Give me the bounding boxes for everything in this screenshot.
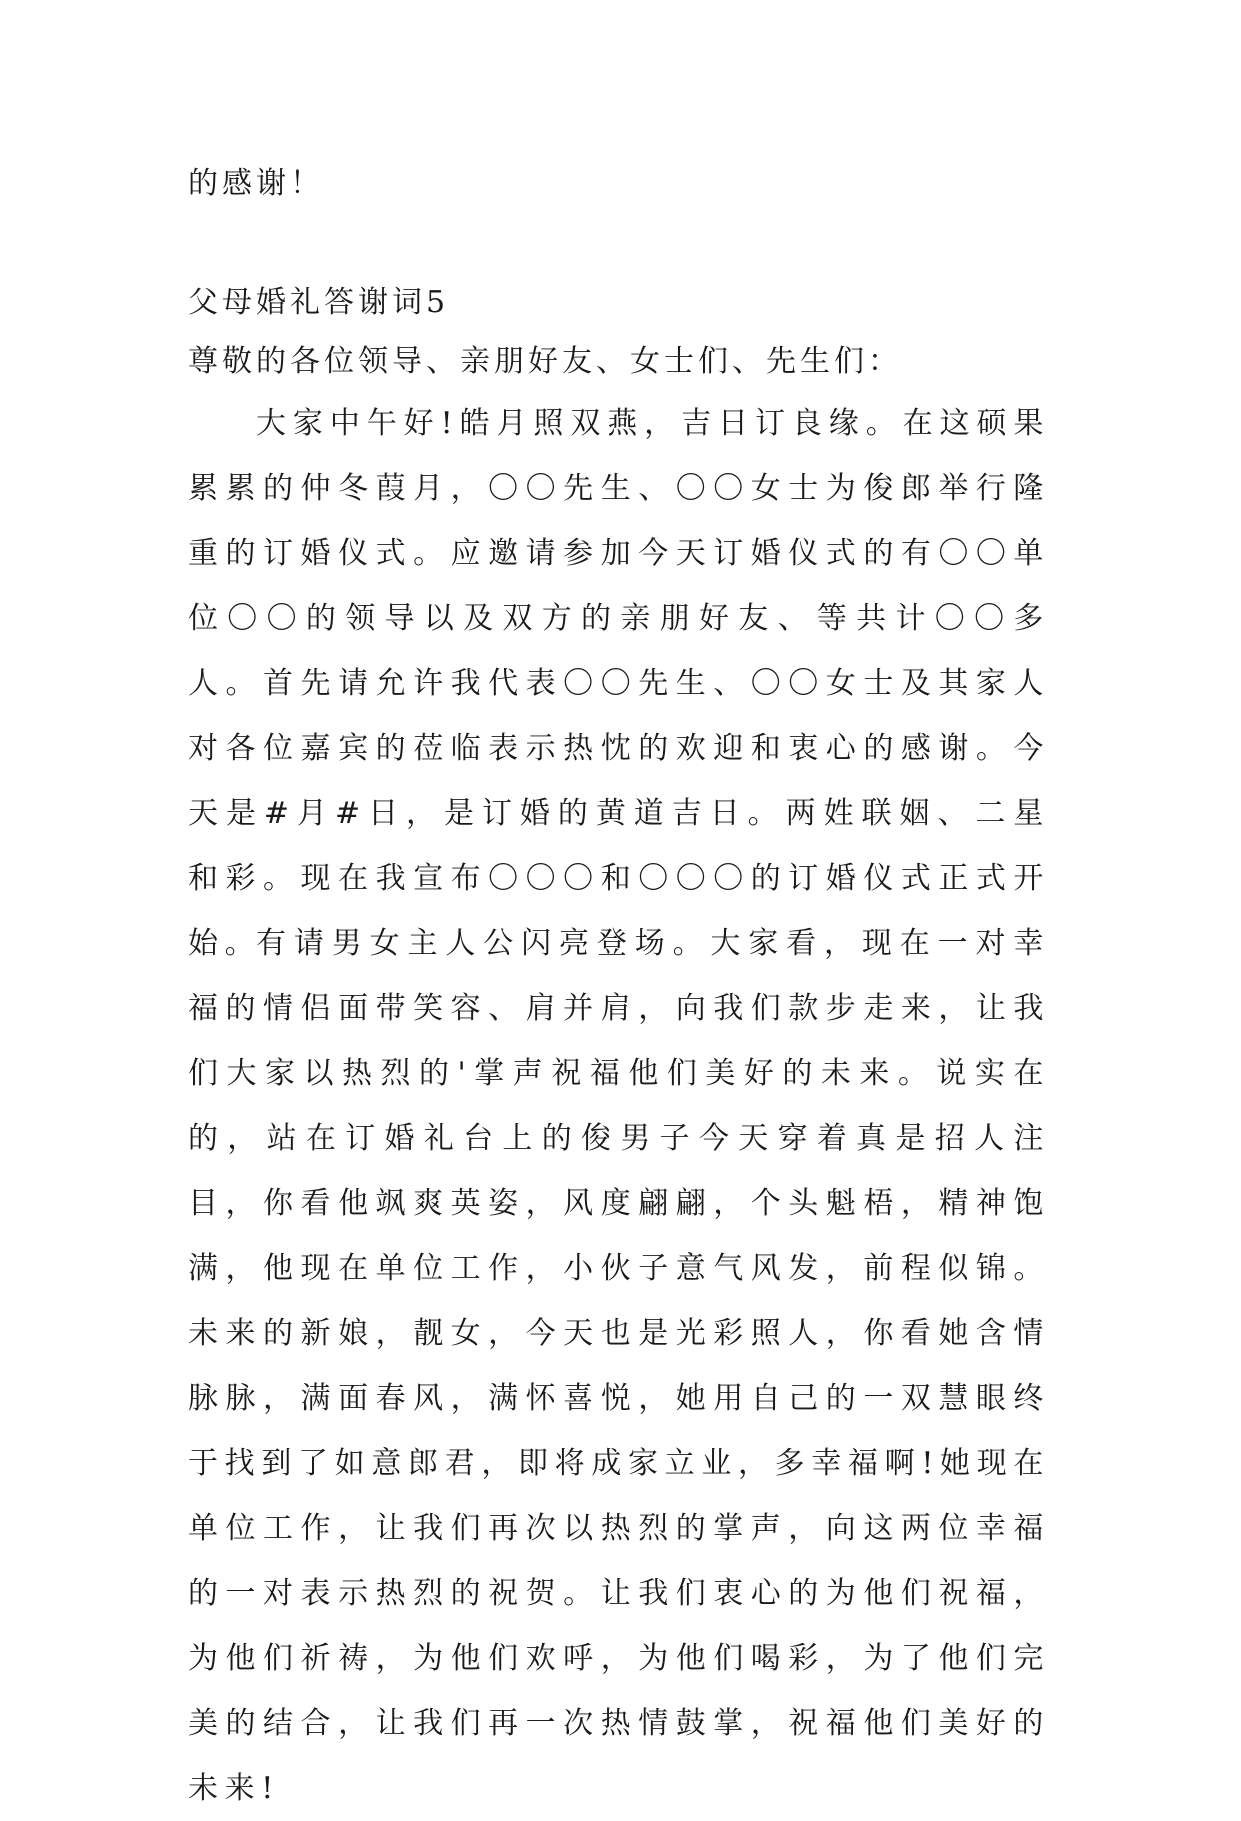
body-paragraph: 有请男女主人公闪亮登场。大家看，现在一对幸福的情侣面带笑容、肩并肩，向我们款步走来，让我们大家以热烈的'掌声祝福他们美好的未来。说实在的，站在订婚礼台上的俊男子今天穿着真是招人注目，你看他飒爽英姿，风度翩翩，个头魁梧，精神饱满，他现在单位工作，小伙子意气风发，前程似锦。未来的新娘，靓女，今天也是光彩照人，你看她含情脉脉，满面春风，满怀喜悦，她用自己的一双慧眼终于找到了如意郎君，即将成家立业，多幸福啊!她现在单位工作，让我们再次以热烈的掌声，向这两位幸福的一对表示热烈的祝贺。让我们衷心的为他们祝福，为他们祈祷，为他们欢呼，为他们喝彩，为了他们完美的结合，让我们再一次热情鼓掌，祝福他们美好的未来! <box>188 926 1050 1806</box>
salutation: 尊敬的各位领导、亲朋好友、女士们、先生们： <box>188 344 902 379</box>
section-heading: 父母婚礼答谢词5 <box>188 285 450 320</box>
closing-fragment: 的感谢！ <box>188 166 324 201</box>
body-paragraph: 大家中午好!皓月照双燕，吉日订良缘。在这硕果累累的仲冬葭月，〇〇先生、〇〇女士为俊郎举行隆重的订婚仪式。应邀请参加今天订婚仪式的有〇〇单位〇〇的领导以及双方的亲朋好友、等共计〇〇多人。首先请允许我代表〇〇先生、〇〇女士及其家人对各位嘉宾的莅临表示热忱的欢迎和衷心的感谢。今天是#月#日，是订婚的黄道吉日。两姓联姻、二星和彩。现在我宣布〇〇〇和〇〇〇的订婚仪式正式开始。 <box>188 406 1050 961</box>
